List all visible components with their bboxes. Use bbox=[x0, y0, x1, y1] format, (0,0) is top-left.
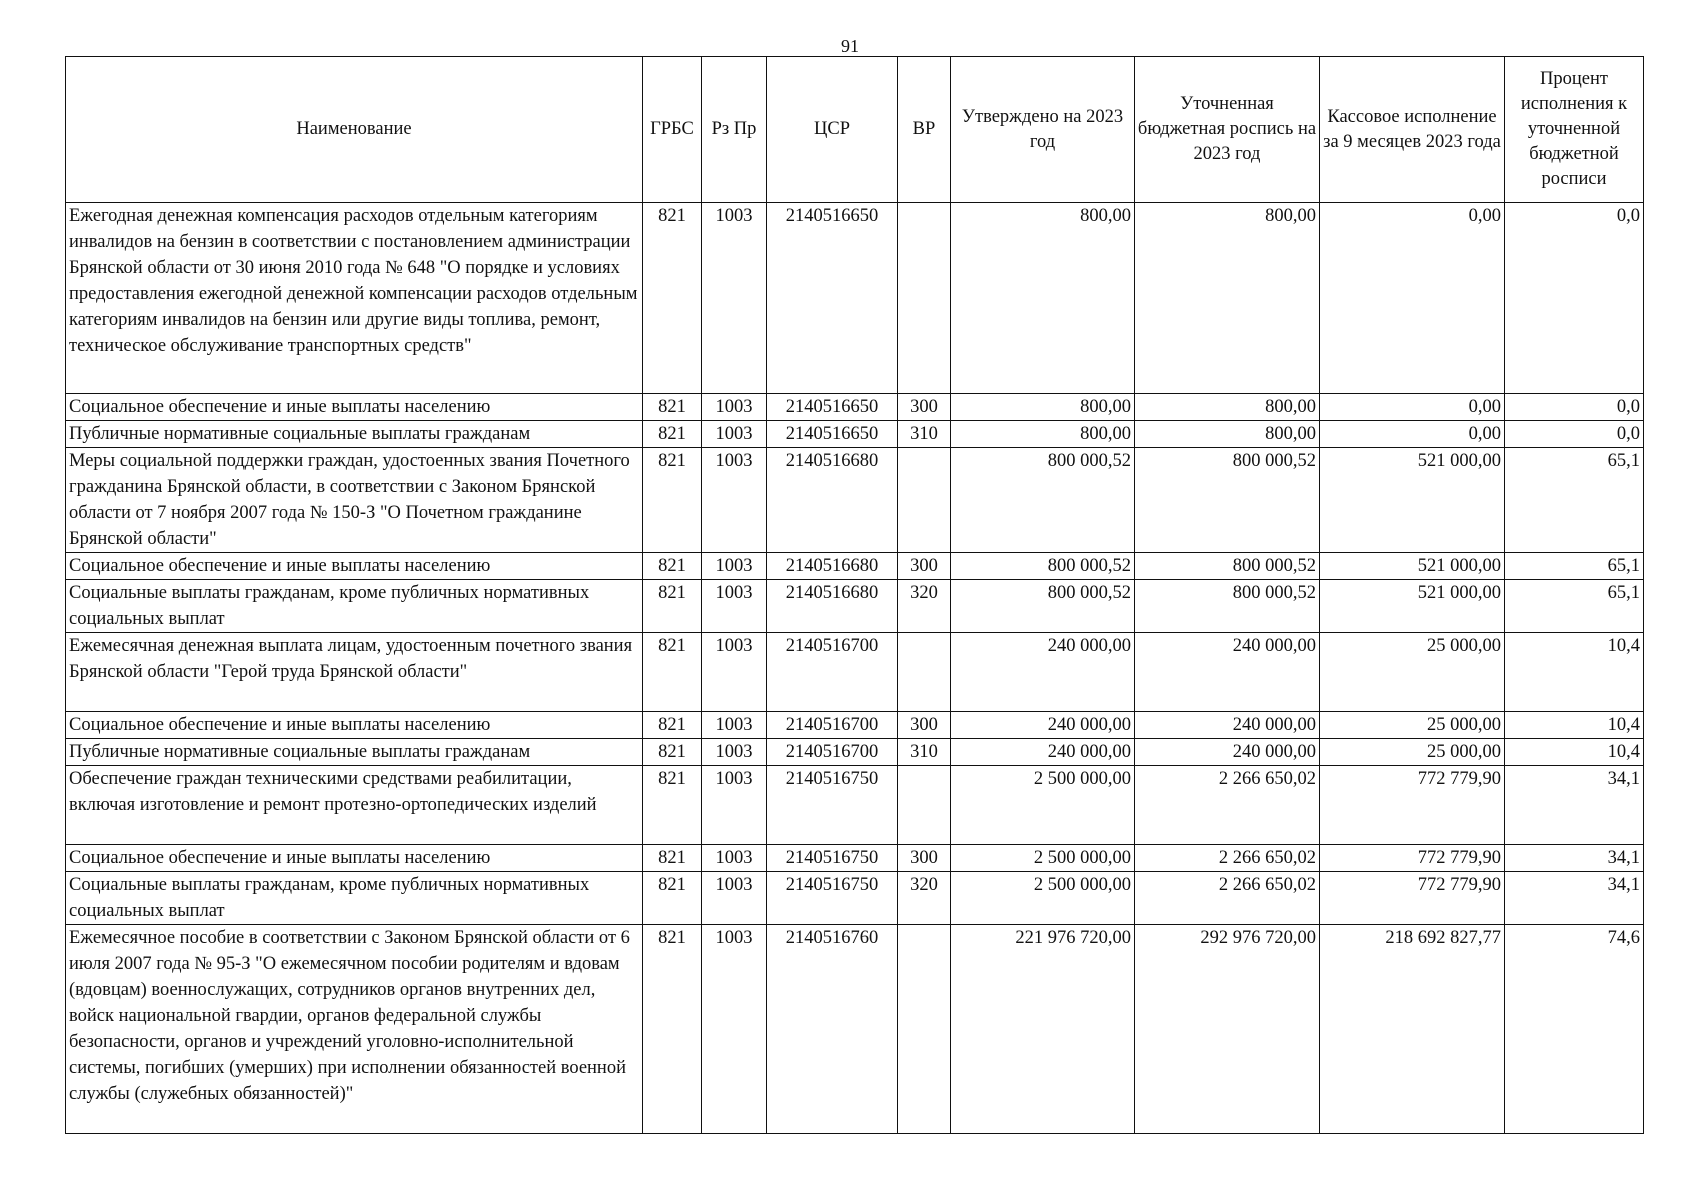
cell-refined: 800 000,52 bbox=[1135, 580, 1320, 633]
cell-executed: 0,00 bbox=[1320, 421, 1505, 448]
cell-csr: 2140516650 bbox=[767, 421, 898, 448]
cell-percent: 0,0 bbox=[1505, 203, 1644, 394]
cell-name: Социальные выплаты гражданам, кроме публичных нормативных социальных выплат bbox=[66, 872, 643, 925]
cell-rzpr: 1003 bbox=[702, 925, 767, 1134]
cell-refined: 800,00 bbox=[1135, 394, 1320, 421]
cell-refined: 2 266 650,02 bbox=[1135, 845, 1320, 872]
cell-rzpr: 1003 bbox=[702, 553, 767, 580]
cell-name: Социальные выплаты гражданам, кроме публичных нормативных социальных выплат bbox=[66, 580, 643, 633]
cell-rzpr: 1003 bbox=[702, 421, 767, 448]
header-name: Наименование bbox=[66, 57, 643, 203]
cell-name: Обеспечение граждан техническими средствами реабилитации, включая изготовление и ремонт протезно-ортопедических изделий bbox=[66, 766, 643, 845]
cell-approved: 240 000,00 bbox=[951, 633, 1135, 712]
cell-percent: 74,6 bbox=[1505, 925, 1644, 1134]
cell-approved: 800 000,52 bbox=[951, 448, 1135, 553]
header-percent: Процент исполнения к уточненной бюджетной росписи bbox=[1505, 57, 1644, 203]
cell-executed: 521 000,00 bbox=[1320, 553, 1505, 580]
cell-executed: 218 692 827,77 bbox=[1320, 925, 1505, 1134]
cell-percent: 0,0 bbox=[1505, 394, 1644, 421]
cell-vr: 300 bbox=[898, 845, 951, 872]
cell-approved: 800,00 bbox=[951, 394, 1135, 421]
cell-grbs: 821 bbox=[643, 553, 702, 580]
cell-approved: 800 000,52 bbox=[951, 580, 1135, 633]
cell-csr: 2140516680 bbox=[767, 448, 898, 553]
cell-executed: 0,00 bbox=[1320, 203, 1505, 394]
cell-vr: 300 bbox=[898, 553, 951, 580]
cell-csr: 2140516700 bbox=[767, 712, 898, 739]
cell-name: Ежемесячное пособие в соответствии с Законом Брянской области от 6 июля 2007 года № 95-З "О ежемесячном пособии родителям и вдовам (вдовцам) военнослужащих, сотрудников органов внутренних дел, войск национальной гвардии, органов федеральной службы безопасности, органов и учреждений уголовно-исполнительной системы, погибших (умерших) при исполнении обязанностей военной службы (служебных обязанностей)" bbox=[66, 925, 643, 1134]
table-row bbox=[66, 448, 1644, 553]
cell-grbs: 821 bbox=[643, 872, 702, 925]
cell-grbs: 821 bbox=[643, 925, 702, 1134]
cell-vr bbox=[898, 448, 951, 553]
cell-refined: 240 000,00 bbox=[1135, 633, 1320, 712]
cell-percent: 65,1 bbox=[1505, 553, 1644, 580]
cell-csr: 2140516700 bbox=[767, 633, 898, 712]
cell-csr: 2140516680 bbox=[767, 553, 898, 580]
cell-name: Ежегодная денежная компенсация расходов отдельным категориям инвалидов на бензин в соответствии с постановлением администрации Брянской области от 30 июня 2010 года № 648 "О порядке и условиях предоставления ежегодной денежной компенсации расходов отдельным категориям инвалидов на бензин или другие виды топлива, ремонт, техническое обслуживание транспортных средств" bbox=[66, 203, 643, 394]
table-row bbox=[66, 872, 1644, 925]
cell-rzpr: 1003 bbox=[702, 766, 767, 845]
header-grbs: ГРБС bbox=[643, 57, 702, 203]
cell-vr: 320 bbox=[898, 580, 951, 633]
cell-rzpr: 1003 bbox=[702, 633, 767, 712]
cell-name: Социальное обеспечение и иные выплаты населению bbox=[66, 394, 643, 421]
cell-executed: 521 000,00 bbox=[1320, 580, 1505, 633]
cell-vr: 310 bbox=[898, 739, 951, 766]
table-row bbox=[66, 633, 1644, 712]
cell-percent: 0,0 bbox=[1505, 421, 1644, 448]
page-number: 91 bbox=[841, 36, 859, 56]
cell-rzpr: 1003 bbox=[702, 580, 767, 633]
cell-grbs: 821 bbox=[643, 845, 702, 872]
header-csr: ЦСР bbox=[767, 57, 898, 203]
cell-executed: 0,00 bbox=[1320, 394, 1505, 421]
cell-rzpr: 1003 bbox=[702, 394, 767, 421]
cell-name: Социальное обеспечение и иные выплаты населению bbox=[66, 553, 643, 580]
cell-executed: 772 779,90 bbox=[1320, 872, 1505, 925]
cell-rzpr: 1003 bbox=[702, 845, 767, 872]
cell-executed: 25 000,00 bbox=[1320, 633, 1505, 712]
cell-percent: 34,1 bbox=[1505, 845, 1644, 872]
cell-refined: 2 266 650,02 bbox=[1135, 766, 1320, 845]
cell-percent: 10,4 bbox=[1505, 712, 1644, 739]
cell-refined: 240 000,00 bbox=[1135, 712, 1320, 739]
cell-csr: 2140516650 bbox=[767, 394, 898, 421]
table-row bbox=[66, 580, 1644, 633]
cell-refined: 800 000,52 bbox=[1135, 448, 1320, 553]
cell-csr: 2140516650 bbox=[767, 203, 898, 394]
cell-percent: 34,1 bbox=[1505, 872, 1644, 925]
cell-name: Социальное обеспечение и иные выплаты населению bbox=[66, 845, 643, 872]
table-row bbox=[66, 766, 1644, 845]
cell-refined: 800,00 bbox=[1135, 421, 1320, 448]
cell-rzpr: 1003 bbox=[702, 448, 767, 553]
header-executed: Кассовое исполнение за 9 месяцев 2023 года bbox=[1320, 57, 1505, 203]
cell-percent: 10,4 bbox=[1505, 633, 1644, 712]
cell-executed: 772 779,90 bbox=[1320, 845, 1505, 872]
cell-executed: 25 000,00 bbox=[1320, 712, 1505, 739]
cell-grbs: 821 bbox=[643, 712, 702, 739]
cell-grbs: 821 bbox=[643, 633, 702, 712]
cell-approved: 800 000,52 bbox=[951, 553, 1135, 580]
cell-approved: 800,00 bbox=[951, 203, 1135, 394]
cell-approved: 240 000,00 bbox=[951, 739, 1135, 766]
cell-grbs: 821 bbox=[643, 394, 702, 421]
table-row bbox=[66, 421, 1644, 448]
cell-name: Социальное обеспечение и иные выплаты населению bbox=[66, 712, 643, 739]
cell-csr: 2140516750 bbox=[767, 766, 898, 845]
cell-grbs: 821 bbox=[643, 203, 702, 394]
cell-vr bbox=[898, 766, 951, 845]
cell-refined: 800,00 bbox=[1135, 203, 1320, 394]
budget-execution-table bbox=[65, 56, 1644, 1134]
cell-vr bbox=[898, 633, 951, 712]
cell-csr: 2140516700 bbox=[767, 739, 898, 766]
cell-approved: 800,00 bbox=[951, 421, 1135, 448]
cell-grbs: 821 bbox=[643, 766, 702, 845]
header-rzpr: Рз Пр bbox=[702, 57, 767, 203]
table-row bbox=[66, 925, 1644, 1134]
table-header-row bbox=[66, 57, 1644, 203]
cell-percent: 65,1 bbox=[1505, 580, 1644, 633]
header-approved: Утверждено на 2023 год bbox=[951, 57, 1135, 203]
cell-vr: 300 bbox=[898, 712, 951, 739]
cell-rzpr: 1003 bbox=[702, 712, 767, 739]
cell-approved: 221 976 720,00 bbox=[951, 925, 1135, 1134]
cell-vr bbox=[898, 203, 951, 394]
table-row bbox=[66, 739, 1644, 766]
cell-refined: 292 976 720,00 bbox=[1135, 925, 1320, 1134]
cell-vr: 300 bbox=[898, 394, 951, 421]
cell-executed: 521 000,00 bbox=[1320, 448, 1505, 553]
cell-name: Публичные нормативные социальные выплаты гражданам bbox=[66, 739, 643, 766]
cell-csr: 2140516750 bbox=[767, 845, 898, 872]
cell-approved: 2 500 000,00 bbox=[951, 845, 1135, 872]
cell-approved: 2 500 000,00 bbox=[951, 766, 1135, 845]
table-row bbox=[66, 394, 1644, 421]
table-row bbox=[66, 712, 1644, 739]
cell-name: Меры социальной поддержки граждан, удостоенных звания Почетного гражданина Брянской области, в соответствии с Законом Брянской области от 7 ноября 2007 года № 150-З "О Почетном гражданине Брянской области" bbox=[66, 448, 643, 553]
cell-percent: 10,4 bbox=[1505, 739, 1644, 766]
cell-refined: 2 266 650,02 bbox=[1135, 872, 1320, 925]
table-row bbox=[66, 845, 1644, 872]
header-vr: ВР bbox=[898, 57, 951, 203]
header-refined: Уточненная бюджетная роспись на 2023 год bbox=[1135, 57, 1320, 203]
cell-grbs: 821 bbox=[643, 448, 702, 553]
cell-vr bbox=[898, 925, 951, 1134]
cell-name: Ежемесячная денежная выплата лицам, удостоенным почетного звания Брянской области "Герой труда Брянской области" bbox=[66, 633, 643, 712]
cell-refined: 240 000,00 bbox=[1135, 739, 1320, 766]
cell-approved: 2 500 000,00 bbox=[951, 872, 1135, 925]
cell-percent: 34,1 bbox=[1505, 766, 1644, 845]
table-row bbox=[66, 553, 1644, 580]
cell-approved: 240 000,00 bbox=[951, 712, 1135, 739]
cell-rzpr: 1003 bbox=[702, 872, 767, 925]
cell-rzpr: 1003 bbox=[702, 739, 767, 766]
cell-refined: 800 000,52 bbox=[1135, 553, 1320, 580]
cell-grbs: 821 bbox=[643, 580, 702, 633]
cell-csr: 2140516750 bbox=[767, 872, 898, 925]
cell-percent: 65,1 bbox=[1505, 448, 1644, 553]
cell-vr: 320 bbox=[898, 872, 951, 925]
cell-csr: 2140516760 bbox=[767, 925, 898, 1134]
table-row bbox=[66, 203, 1644, 394]
cell-name: Публичные нормативные социальные выплаты гражданам bbox=[66, 421, 643, 448]
cell-grbs: 821 bbox=[643, 739, 702, 766]
cell-rzpr: 1003 bbox=[702, 203, 767, 394]
cell-grbs: 821 bbox=[643, 421, 702, 448]
cell-csr: 2140516680 bbox=[767, 580, 898, 633]
cell-vr: 310 bbox=[898, 421, 951, 448]
cell-executed: 25 000,00 bbox=[1320, 739, 1505, 766]
cell-executed: 772 779,90 bbox=[1320, 766, 1505, 845]
